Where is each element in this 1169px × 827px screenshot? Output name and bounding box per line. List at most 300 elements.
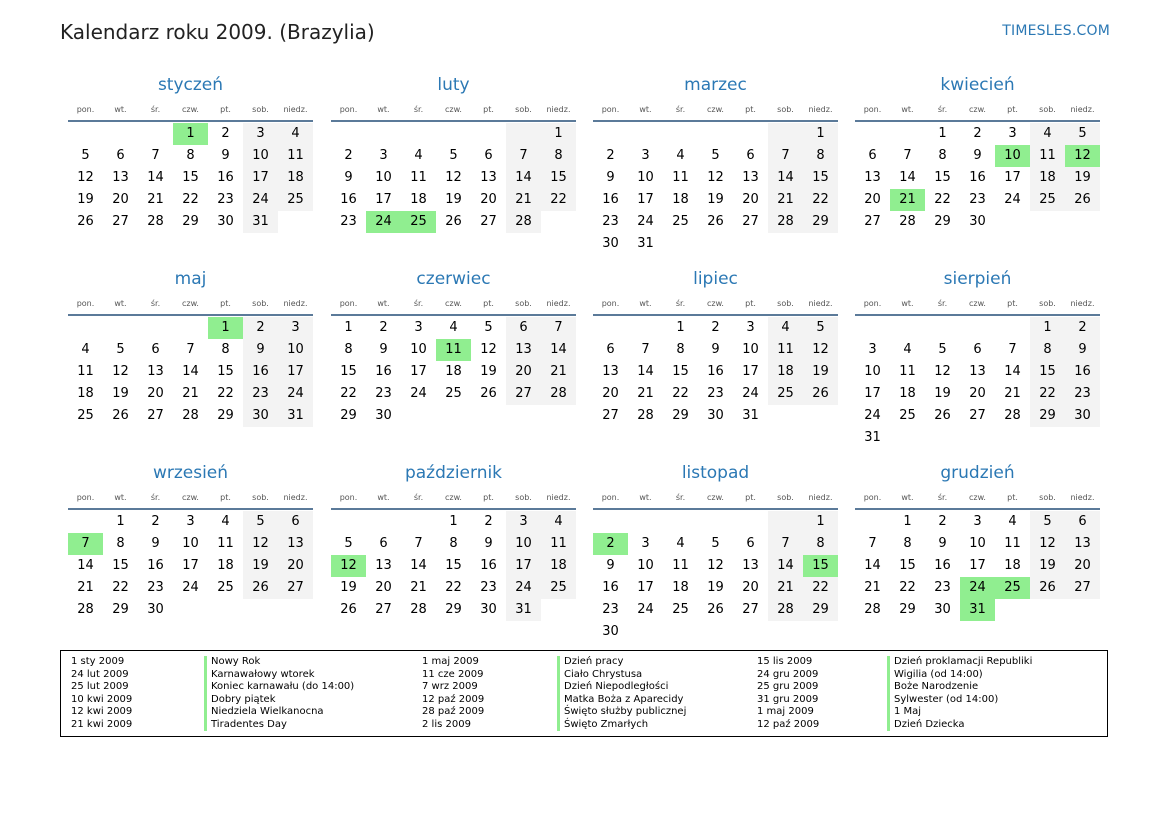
day-cell: 19 — [1065, 167, 1100, 189]
legend-names-column — [557, 656, 686, 731]
weekday-label: sob. — [1039, 298, 1056, 308]
legend-date: 7 wrz 2009 — [422, 681, 478, 692]
day-cell: 12 — [331, 555, 366, 577]
day-cell: 30 — [1065, 405, 1100, 427]
day-cell: 30 — [969, 214, 986, 229]
weekday-label: czw. — [445, 492, 462, 502]
empty-cell — [995, 317, 1030, 339]
day-cell: 30 — [934, 602, 951, 617]
day-cell: 11 — [541, 533, 576, 555]
day-cell: 26 — [112, 408, 129, 423]
day-cell: 21 — [410, 580, 427, 595]
day-cell: 14 — [768, 555, 803, 577]
day-cell: 21 — [768, 577, 803, 599]
day-cell: 1 — [676, 320, 685, 335]
day-cell: 26 — [77, 214, 94, 229]
day-cell: 24 — [1004, 192, 1021, 207]
day-cell: 10 — [864, 364, 881, 379]
day-cell: 21 — [506, 189, 541, 211]
day-cell: 25 — [672, 602, 689, 617]
weekday-label: czw. — [445, 104, 462, 114]
legend-holiday-name: Matka Boża z Aparecidy — [557, 694, 686, 707]
empty-cell — [768, 123, 803, 145]
legend-holiday-name: Dzień Niepodległości — [557, 681, 686, 694]
day-cell: 19 — [340, 580, 357, 595]
day-cell: 30 — [243, 405, 278, 427]
empty-cell — [331, 123, 366, 145]
day-cell: 15 — [340, 364, 357, 379]
day-cell: 16 — [480, 558, 497, 573]
day-cell: 2 — [711, 320, 720, 335]
day-cell: 22 — [445, 580, 462, 595]
day-cell: 6 — [506, 317, 541, 339]
day-cell: 23 — [934, 580, 951, 595]
day-cell: 7 — [641, 342, 650, 357]
day-cell: 29 — [445, 602, 462, 617]
day-cell: 12 — [803, 339, 838, 361]
day-cell: 20 — [506, 361, 541, 383]
weekday-label: niedz. — [808, 298, 833, 308]
weekday-label: czw. — [182, 492, 199, 502]
weekday-label: sob. — [777, 104, 794, 114]
day-cell: 23 — [1065, 383, 1100, 405]
weekday-header — [593, 292, 838, 314]
day-cell: 31 — [243, 211, 278, 233]
day-cell: 7 — [506, 145, 541, 167]
day-cell: 13 — [375, 558, 392, 573]
legend-holiday-name: Dobry piątek — [204, 694, 354, 707]
month-divider — [593, 120, 838, 122]
weekday-header — [68, 486, 313, 508]
legend-holiday-name: Święto służby publicznej — [557, 706, 686, 719]
weekday-label: śr. — [150, 298, 161, 308]
weekday-label: pon. — [863, 492, 882, 502]
legend-holiday-name: Tiradentes Day — [204, 719, 354, 732]
weekday-label: niedz. — [808, 492, 833, 502]
day-cell: 8 — [1030, 339, 1065, 361]
legend-date: 12 paź 2009 — [757, 718, 820, 730]
legend-date: 1 sty 2009 — [71, 656, 125, 667]
day-cell: 27 — [864, 214, 881, 229]
weekday-header — [593, 98, 838, 120]
month-name: wrzesień — [152, 463, 229, 483]
day-cell: 8 — [676, 342, 685, 357]
weekday-header — [68, 292, 313, 314]
day-cell: 6 — [746, 148, 755, 163]
empty-cell — [925, 317, 960, 339]
day-cell: 4 — [221, 514, 230, 529]
day-cell: 6 — [1065, 511, 1100, 533]
day-cell: 28 — [899, 214, 916, 229]
day-cell: 7 — [414, 536, 423, 551]
weekday-label: sob. — [515, 104, 532, 114]
day-cell: 12 — [243, 533, 278, 555]
month-divider — [855, 508, 1100, 510]
day-cell: 28 — [1004, 408, 1021, 423]
day-cell: 8 — [186, 148, 195, 163]
day-cell: 28 — [77, 602, 94, 617]
day-cell: 26 — [480, 386, 497, 401]
weekday-label: wt. — [901, 298, 914, 308]
month-divider — [855, 120, 1100, 122]
day-cell: 31 — [506, 599, 541, 621]
day-cell: 11 — [768, 339, 803, 361]
month-name: kwiecień — [940, 75, 1015, 95]
day-cell: 3 — [243, 123, 278, 145]
legend-holiday-name: Święto Zmarłych — [557, 719, 686, 732]
day-grid — [593, 511, 838, 643]
day-cell: 19 — [707, 580, 724, 595]
day-cell: 18 — [541, 555, 576, 577]
day-cell: 19 — [243, 555, 278, 577]
day-cell: 21 — [182, 386, 199, 401]
legend-date: 1 maj 2009 — [757, 706, 814, 717]
day-cell: 14 — [182, 364, 199, 379]
empty-cell — [628, 511, 663, 533]
day-cell: 10 — [375, 170, 392, 185]
day-cell: 18 — [1004, 558, 1021, 573]
day-cell: 31 — [742, 408, 759, 423]
day-cell: 10 — [278, 339, 313, 361]
weekday-label: pt. — [1007, 492, 1018, 502]
day-cell: 4 — [676, 536, 685, 551]
empty-cell — [366, 123, 401, 145]
legend-date: 10 kwi 2009 — [71, 693, 133, 705]
day-cell: 25 — [899, 408, 916, 423]
empty-cell — [401, 511, 436, 533]
day-cell: 17 — [278, 361, 313, 383]
legend-holiday-name: Koniec karnawału (do 14:00) — [204, 681, 354, 694]
empty-cell — [768, 511, 803, 533]
day-cell: 16 — [375, 364, 392, 379]
day-cell: 19 — [112, 386, 129, 401]
day-cell: 23 — [217, 192, 234, 207]
weekday-label: sob. — [252, 492, 269, 502]
day-cell: 25 — [217, 580, 234, 595]
day-cell: 3 — [746, 320, 755, 335]
day-grid — [331, 123, 576, 233]
day-cell: 23 — [707, 386, 724, 401]
weekday-label: śr. — [150, 104, 161, 114]
empty-cell — [138, 123, 173, 145]
legend-holiday-name: 1 Maj — [887, 706, 1032, 719]
day-cell: 24 — [278, 383, 313, 405]
day-cell: 19 — [77, 192, 94, 207]
weekday-label: śr. — [413, 298, 424, 308]
empty-cell — [593, 317, 628, 339]
day-cell: 14 — [77, 558, 94, 573]
month-divider — [855, 314, 1100, 316]
day-cell: 31 — [960, 599, 995, 621]
day-grid — [593, 317, 838, 427]
day-cell: 13 — [969, 364, 986, 379]
weekday-header — [855, 98, 1100, 120]
month-divider — [68, 314, 313, 316]
day-cell: 24 — [637, 602, 654, 617]
day-cell: 22 — [803, 189, 838, 211]
month-divider — [331, 314, 576, 316]
weekday-label: śr. — [937, 492, 948, 502]
day-cell: 24 — [182, 580, 199, 595]
day-cell: 5 — [484, 320, 493, 335]
day-grid — [855, 123, 1100, 233]
empty-cell — [698, 123, 733, 145]
month-block — [331, 461, 576, 621]
day-cell: 29 — [340, 408, 357, 423]
day-cell: 2 — [243, 317, 278, 339]
empty-cell — [331, 511, 366, 533]
day-cell: 23 — [602, 214, 619, 229]
day-cell: 25 — [77, 408, 94, 423]
day-cell: 1 — [803, 123, 838, 145]
day-cell: 12 — [707, 170, 724, 185]
weekday-label: sob. — [1039, 104, 1056, 114]
day-cell: 9 — [973, 148, 982, 163]
month-block — [331, 267, 576, 427]
legend-holiday-name: Dzień Dziecka — [887, 719, 1032, 732]
day-cell: 28 — [506, 211, 541, 233]
month-divider — [331, 508, 576, 510]
day-cell: 18 — [217, 558, 234, 573]
weekday-label: śr. — [675, 298, 686, 308]
day-cell: 22 — [1030, 383, 1065, 405]
day-cell: 17 — [742, 364, 759, 379]
day-cell: 10 — [506, 533, 541, 555]
day-cell: 8 — [344, 342, 353, 357]
month-block — [68, 267, 313, 427]
day-cell: 5 — [344, 536, 353, 551]
day-cell: 5 — [711, 148, 720, 163]
day-cell: 1 — [1030, 317, 1065, 339]
day-cell: 11 — [899, 364, 916, 379]
empty-cell — [103, 123, 138, 145]
empty-cell — [593, 123, 628, 145]
weekday-label: śr. — [413, 492, 424, 502]
day-cell: 30 — [602, 236, 619, 251]
weekday-label: czw. — [969, 298, 986, 308]
month-block — [331, 73, 576, 233]
month-name: luty — [437, 75, 470, 95]
empty-cell — [506, 123, 541, 145]
day-cell: 21 — [147, 192, 164, 207]
day-cell: 16 — [340, 192, 357, 207]
legend-date: 25 lut 2009 — [71, 681, 129, 692]
day-cell: 24 — [742, 386, 759, 401]
month-name: maj — [174, 269, 207, 289]
day-cell: 6 — [606, 342, 615, 357]
day-cell: 6 — [116, 148, 125, 163]
day-cell: 12 — [112, 364, 129, 379]
empty-cell — [890, 123, 925, 145]
day-cell: 12 — [1065, 145, 1100, 167]
day-cell: 12 — [77, 170, 94, 185]
weekday-label: pon. — [601, 298, 620, 308]
day-cell: 20 — [112, 192, 129, 207]
day-cell: 18 — [672, 192, 689, 207]
day-cell: 16 — [602, 192, 619, 207]
day-cell: 8 — [803, 533, 838, 555]
day-cell: 5 — [81, 148, 90, 163]
day-cell: 15 — [445, 558, 462, 573]
weekday-label: śr. — [675, 492, 686, 502]
day-cell: 30 — [602, 624, 619, 639]
month-block — [593, 461, 838, 643]
day-cell: 10 — [637, 558, 654, 573]
weekday-label: pon. — [76, 104, 95, 114]
day-cell: 23 — [602, 602, 619, 617]
day-cell: 10 — [995, 145, 1030, 167]
day-cell: 10 — [243, 145, 278, 167]
day-cell: 30 — [375, 408, 392, 423]
day-cell: 4 — [1008, 514, 1017, 529]
day-grid — [68, 123, 313, 233]
day-cell: 20 — [602, 386, 619, 401]
day-cell: 17 — [637, 580, 654, 595]
day-cell: 25 — [768, 383, 803, 405]
day-cell: 31 — [637, 236, 654, 251]
month-name: listopad — [681, 463, 750, 483]
day-cell: 20 — [742, 580, 759, 595]
day-cell: 5 — [243, 511, 278, 533]
day-cell: 26 — [707, 214, 724, 229]
month-divider — [68, 120, 313, 122]
day-cell: 7 — [186, 342, 195, 357]
day-cell: 19 — [1030, 555, 1065, 577]
day-cell: 4 — [414, 148, 423, 163]
day-cell: 18 — [899, 386, 916, 401]
day-cell: 30 — [707, 408, 724, 423]
day-cell: 15 — [803, 167, 838, 189]
day-cell: 13 — [742, 170, 759, 185]
day-cell: 30 — [480, 602, 497, 617]
day-cell: 14 — [637, 364, 654, 379]
day-cell: 8 — [116, 536, 125, 551]
day-cell: 8 — [221, 342, 230, 357]
day-cell: 17 — [969, 558, 986, 573]
day-cell: 4 — [449, 320, 458, 335]
day-cell: 17 — [410, 364, 427, 379]
month-block — [68, 73, 313, 233]
legend-date: 12 paź 2009 — [422, 693, 485, 705]
day-cell: 17 — [182, 558, 199, 573]
day-cell: 9 — [344, 170, 353, 185]
weekday-label: czw. — [182, 298, 199, 308]
day-cell: 22 — [182, 192, 199, 207]
month-name: styczeń — [157, 75, 224, 95]
empty-cell — [68, 511, 103, 533]
day-cell: 19 — [707, 192, 724, 207]
day-cell: 9 — [221, 148, 230, 163]
month-block — [593, 73, 838, 255]
day-cell: 21 — [1004, 386, 1021, 401]
weekday-label: pt. — [483, 104, 494, 114]
day-cell: 14 — [410, 558, 427, 573]
day-cell: 7 — [151, 148, 160, 163]
day-cell: 8 — [938, 148, 947, 163]
day-cell: 20 — [480, 192, 497, 207]
legend-date: 28 paź 2009 — [422, 706, 485, 717]
day-cell: 8 — [541, 145, 576, 167]
day-cell: 31 — [278, 405, 313, 427]
day-cell: 17 — [243, 167, 278, 189]
empty-cell — [855, 123, 890, 145]
day-cell: 7 — [768, 533, 803, 555]
month-block — [593, 267, 838, 427]
page-title: Kalendarz roku 2009. (Brazylia) — [60, 20, 375, 44]
empty-cell — [436, 123, 471, 145]
day-cell: 6 — [868, 148, 877, 163]
day-cell: 27 — [480, 214, 497, 229]
day-cell: 9 — [606, 170, 615, 185]
weekday-label: pon. — [339, 492, 358, 502]
day-cell: 3 — [641, 148, 650, 163]
weekday-label: czw. — [969, 104, 986, 114]
weekday-label: pon. — [339, 298, 358, 308]
day-cell: 25 — [541, 577, 576, 599]
day-cell: 18 — [278, 167, 313, 189]
day-cell: 8 — [903, 536, 912, 551]
day-cell: 29 — [182, 214, 199, 229]
month-name: sierpień — [943, 269, 1012, 289]
day-cell: 27 — [969, 408, 986, 423]
day-cell: 6 — [151, 342, 160, 357]
day-cell: 1 — [173, 123, 208, 145]
brand-link[interactable]: TIMESLES.COM — [1002, 23, 1110, 39]
weekday-label: pon. — [863, 298, 882, 308]
legend-date: 24 gru 2009 — [757, 668, 819, 680]
day-cell: 16 — [934, 558, 951, 573]
empty-cell — [68, 317, 103, 339]
day-grid — [855, 317, 1100, 449]
day-cell: 21 — [768, 189, 803, 211]
weekday-header — [593, 486, 838, 508]
day-cell: 19 — [480, 364, 497, 379]
weekday-label: pon. — [601, 104, 620, 114]
day-cell: 7 — [68, 533, 103, 555]
empty-cell — [471, 123, 506, 145]
month-name: grudzień — [940, 463, 1015, 483]
legend-date: 24 lut 2009 — [71, 668, 129, 680]
day-cell: 18 — [77, 386, 94, 401]
weekday-label: wt. — [114, 104, 127, 114]
day-cell: 29 — [217, 408, 234, 423]
month-divider — [68, 508, 313, 510]
day-cell: 2 — [593, 533, 628, 555]
empty-cell — [663, 123, 698, 145]
weekday-label: czw. — [445, 298, 462, 308]
empty-cell — [68, 123, 103, 145]
day-grid — [593, 123, 838, 255]
day-cell: 15 — [934, 170, 951, 185]
day-cell: 31 — [864, 430, 881, 445]
weekday-label: niedz. — [546, 104, 571, 114]
day-cell: 24 — [864, 408, 881, 423]
day-cell: 6 — [746, 536, 755, 551]
day-cell: 8 — [803, 145, 838, 167]
day-cell: 23 — [147, 580, 164, 595]
day-cell: 19 — [934, 386, 951, 401]
weekday-label: śr. — [675, 104, 686, 114]
day-cell: 2 — [938, 514, 947, 529]
weekday-label: niedz. — [546, 492, 571, 502]
day-cell: 3 — [186, 514, 195, 529]
weekday-header — [855, 292, 1100, 314]
day-cell: 14 — [506, 167, 541, 189]
day-cell: 23 — [969, 192, 986, 207]
day-cell: 28 — [410, 602, 427, 617]
day-cell: 12 — [934, 364, 951, 379]
weekday-label: sob. — [252, 298, 269, 308]
